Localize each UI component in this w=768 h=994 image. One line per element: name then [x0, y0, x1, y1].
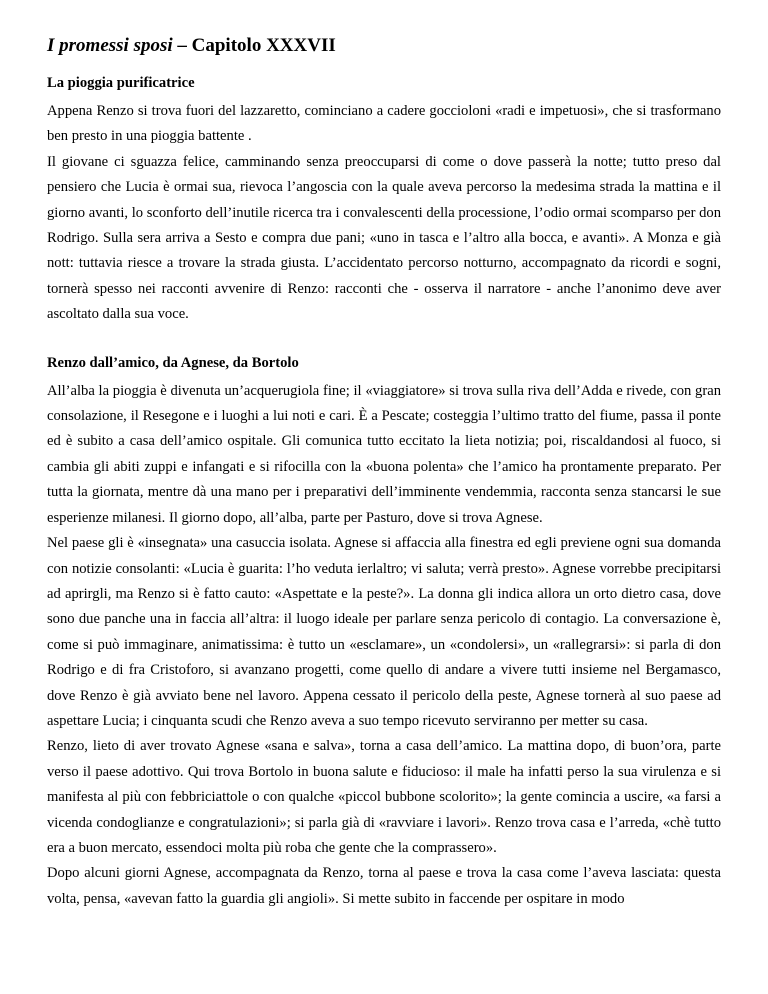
section-spacer: [47, 328, 721, 352]
section-renzo: [47, 352, 721, 913]
document-title: [47, 34, 721, 58]
title-italic: I promessi sposi: [47, 35, 173, 56]
paragraph: Appena Renzo si trova fuori del lazzaretto, cominciano a cadere goccioloni «radi e impetuosi», che si trasformano ben presto in una pioggia battente .: [47, 103, 721, 145]
paragraph: Renzo, lieto di aver trovato Agnese «sana e salva», torna a casa dell’amico. La mattina dopo, di buon’ora, parte verso il paese adottivo. Qui trova Bortolo in buona salute e fiducioso: il male ha infatti perso la sua virulenza e si manifesta al più con febbriciattole o con qualche «piccol bubbone scolorito»; la gente comincia a uscire, «a farsi a vicenda condoglianze e congratulazioni»; si parla già di «ravviare i lavori». Renzo trova casa e l’arreda, «chè tutto era a buon mercato, essendoci molta più roba che gente che la comprassero».: [47, 738, 721, 856]
section-pioggia: [47, 72, 721, 328]
document-page: [47, 34, 721, 912]
paragraph: Il giovane ci sguazza felice, camminando senza preoccuparsi di come o dove passerà la notte; tutto preso dal pensiero che Lucia è ormai sua, rievoca l’angoscia con la quale aveva percorso la medesima strada la mattina e il giorno avanti, lo sconforto dell’inutile ricerca tra i convalescenti della processione, l’odio ormai scomparso per don Rodrigo. Sulla sera arriva a Sesto e compra due pani; «uno in tasca e l’altro alla bocca, e avanti». A Monza e già nott: tuttavia riesce a trovare la strada giusta. L’accidentato percorso notturno, accompagnato da ricordi e sogni, tornerà spesso nei racconti avvenire di Renzo: racconti che - osserva il narratore - anche l’anonimo deve aver ascoltato dalla sua voce.: [47, 153, 721, 323]
section-heading: Renzo dall’amico, da Agnese, da Bortolo: [47, 354, 299, 371]
paragraph: All’alba la pioggia è divenuta un’acquerugiola fine; il «viaggiatore» si trova sulla riva dell’Adda e rivede, con gran consolazione, il Resegone e i luoghi a lui noti e cari. È a Pescate; costeggia l’ultimo tratto del fiume, passa il ponte ed è subito a casa dell’amico ospitale. Gli comunica tutto eccitato la lieta notizia; poi, riscaldandosi al fuoco, si cambia gli abiti zuppi e infangati e si rifocilla con la «buona polenta» che l’amico ha prontamente preparato. Per tutta la giornata, mentre dà una mano per i preparativi dell’imminente vendemmia, racconta senza stancarsi le sue esperienze milanesi. Il giorno dopo, all’alba, parte per Pasturo, dove si trova Agnese.: [47, 382, 721, 526]
title-rest: – Capitolo XXXVII: [172, 35, 336, 56]
section-heading: La pioggia purificatrice: [47, 75, 195, 91]
paragraph: Dopo alcuni giorni Agnese, accompagnata da Renzo, torna al paese e trova la casa come l’aveva lasciata: questa volta, pensa, «avevan fatto la guardia gli angioli». Si mette subito in faccende per ospitare in modo: [47, 865, 721, 907]
paragraph: Nel paese gli è «insegnata» una casuccia isolata. Agnese si affaccia alla finestra ed egli previene ogni sua domanda con notizie consolanti: «Lucia è guarita: l’ho veduta ierlaltro; vi saluta; verrà presto». Agnese vorrebbe precipitarsi ad aprirgli, ma Renzo si è fatto cauto: «Aspettate e la peste?». La donna gli indica allora un orto dietro casa, dove sono due panche una in faccia all’altra: il luogo ideale per parlare senza pericolo di contagio. La conversazione è, come si può immaginare, animatissima: è tutto un «esclamare», un «condolersi», un «rallegrarsi»: si parla di don Rodrigo e di fra Cristoforo, si avanzano progetti, come quello di andare a vivere tutti insieme nel Bergamasco, dove Renzo è già avviato bene nel lavoro. Appena cessato il pericolo della peste, Agnese tornerà al suo paese ad aspettare Lucia; i cinquanta scudi che Renzo aveva a suo tempo ricevuto serviranno per metter su casa.: [47, 535, 721, 729]
